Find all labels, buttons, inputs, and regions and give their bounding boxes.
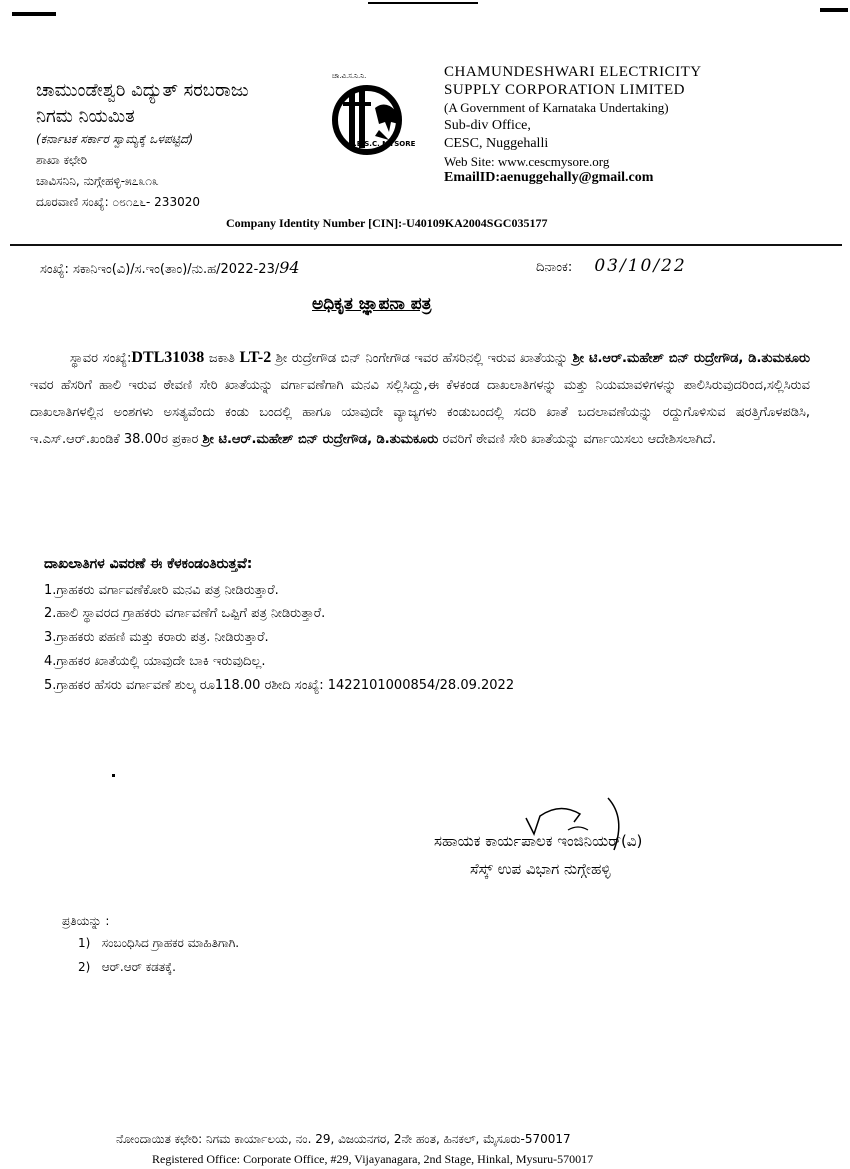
scan-speck [112,774,115,777]
en-org-name-line1: CHAMUNDESHWARI ELECTRICITY [444,64,702,80]
en-office: Sub-div Office, [444,118,531,133]
footer-registered-office-en: Registered Office: Corporate Office, #29, Vijayanagara, 2nd Stage, Hinkal, Mysuru-570017 [152,1152,594,1166]
kn-address: ಚಾವಿಸನಿನಿ, ನುಗ್ಗೇಹಳ್ಳಿ-೫೭೩೧೩ [36,174,159,188]
kn-org-name-line2: ನಿಗಮ ನಿಯಮಿತ [36,106,135,127]
installation-number: DTL31038 [131,349,205,366]
order-paragraph [30,344,810,453]
reference-text: ಸಂಖ್ಯೆ: ಸಕಾನಿಇಂ(ವಿ)/ಸ.ಇಂ(ತಾಂ)/ನು.ಹ/2022-23/ [40,262,280,277]
reference-handwritten: 94 [279,258,300,277]
new-consumer-name-repeat: ಶ್ರೀ ಟಿ.ಆರ್.ಮಹೇಶ್ ಬಿನ್ ರುದ್ರೇಗೌಡ, ಡಿ.ತುಮಕೂರು [202,432,439,447]
copy-to-item-2: 2) ಆರ್.ಆರ್ ಕಡತಕ್ಕೆ. [78,960,176,974]
tariff-code: LT-2 [239,349,272,366]
kn-govt-note: (ಕರ್ನಾಟಕ ಸರ್ಕಾರ ಸ್ವಾಮ್ಯಕ್ಕೆ ಒಳಪಟ್ಟಿದೆ) [36,132,194,146]
en-email: EmailID:aenuggehally@gmail.com [444,170,654,185]
para-text-b: ಶ್ರೀ ರುದ್ರೇಗೌಡ ಬಿನ್ ನಿಂಗೇಗೌಡ ಇವರ ಹೆಸರಿನಲ್ಲಿ ಇರುವ ಖಾತೆಯನ್ನು [271,351,573,366]
para-text-c: ಇವರ ಹೆಸರಿಗೆ ಹಾಲಿ ಇರುವ ಠೇವಣಿ ಸೇರಿ ಖಾತೆಯನ್ನು ವರ್ಗಾವಣೆಗಾಗಿ ಮನವಿ ಸಲ್ಲಿಸಿದ್ದು,ಈ ಕೆಳಕಂಡ ದಾಖಲಾತಿಗಳನ್ನು ಮತ್ತು ನಿಯಮಾವಳಿಗಳನ್ನು ಪಾಲಿಸಿರುವುದರಿಂದ,ಸಲ್ಲಿಸಿರುವ ದಾಖಲಾತಿಗಳಲ್ಲಿನ ಅಂಶಗಳು ಅಸತ್ಯವೆಂದು ಕಂಡು ಬಂದಲ್ಲಿ ಹಾಗೂ ಯಾವುದೇ ವ್ಯಾಜ್ಯಗಳು ಕಂಡುಬಂದಲ್ಲಿ ಸದರಿ ಖಾತೆ ಬದಲಾವಣೆಯನ್ನು ರದ್ದುಗೊಳಿಸುವ ಷರತ್ತಿಗೊಳಪಡಿಸಿ, ಇ.ಎಸ್.ಆರ್.ಖಂಡಿಕೆ 38.00ರ ಪ್ರಕಾರ [30,378,810,447]
document-item-3: 3.ಗ್ರಾಹಕರು ಪಹಣಿ ಮತ್ತು ಕರಾರು ಪತ್ರ. ನೀಡಿರುತ್ತಾರೆ. [44,630,269,645]
copy-to-item-1: 1) ಸಂಬಂಧಿಸಿದ ಗ್ರಾಹಕರ ಮಾಹಿತಿಗಾಗಿ. [78,936,240,950]
scan-mark-right [820,8,848,12]
new-consumer-name: ಶ್ರೀ ಟಿ.ಆರ್.ಮಹೇಶ್ ಬಿನ್ ರುದ್ರೇಗೌಡ, ಡಿ.ತುಮಕೂರು [572,351,810,366]
en-website: Web Site: www.cescmysore.org [444,154,610,169]
kn-phone: ದೂರವಾಣಿ ಸಂಖ್ಯೆ: ೦೮೧೭೬- 233020 [36,195,200,209]
logo-bottom-text: C.E.S.C. MYSORE [349,140,416,148]
footer-registered-office-kn: ನೋಂದಾಯಿತ ಕಛೇರಿ: ನಿಗಮ ಕಾರ್ಯಾಲಯ, ನಂ. 29, ವಿಜಯನಗರ, 2ನೇ ಹಂತ, ಹಿನಕಲ್, ಮೈಸೂರು-570017 [116,1132,571,1146]
signatory-designation: ಸಹಾಯಕ ಕಾರ್ಯಪಾಲಕ ಇಂಜಿನಿಯರ್(ವಿ) [434,832,643,850]
para-text-a: ಜಕಾತಿ [204,351,240,366]
date-label: ದಿನಾಂಕ: [536,260,573,275]
copy-to-heading: ಪ್ರತಿಯನ್ನು : [62,914,110,928]
kn-office: ಶಾಖಾ ಕಛೇರಿ [36,153,88,167]
scan-mark-center [368,2,478,4]
document-item-5: 5.ಗ್ರಾಹಕರ ಹೆಸರು ವರ್ಗಾವಣೆ ಶುಲ್ಕ ರೂ118.00 ರಶೀದಿ ಸಂಖ್ಯೆ: 1422101000854/28.09.2022 [44,678,515,693]
en-govt-note: (A Government of Karnataka Undertaking) [444,100,669,115]
header-divider [10,244,842,246]
date-field [536,256,687,276]
document-item-2: 2.ಹಾಲಿ ಸ್ಥಾವರದ ಗ್ರಾಹಕರು ವರ್ಗಾವಣೆಗೆ ಒಪ್ಪಿಗೆ ಪತ್ರ ನೀಡಿರುತ್ತಾರೆ. [44,606,326,621]
documents-heading: ದಾಖಲಾತಿಗಳ ವಿವರಣೆ ಈ ಕೆಳಕಂಡಂತಿರುತ್ತವೆ: [44,556,253,572]
document-title: ಅಧಿಕೃತ ಜ್ಞಾಪನಾ ಪತ್ರ [312,294,432,314]
date-handwritten: 03/10/22 [594,256,687,276]
scan-mark-left [12,12,56,16]
para-text-d: ರವರಿಗೆ ಠೇವಣಿ ಸೇರಿ ಖಾತೆಯನ್ನು ವರ್ಗಾಯಿಸಲು ಆದೇಶಿಸಲಾಗಿದೆ. [438,432,717,447]
en-cesc-office: CESC, Nuggehalli [444,136,549,151]
reference-number [40,258,300,277]
signatory-office: ಸೆಸ್ಕ್ ಉಪ ವಿಭಾಗ ನುಗ್ಗೇಹಳ್ಳಿ [470,860,611,878]
para-lead: ಸ್ಥಾವರ ಸಂಖ್ಯೆ: [70,351,132,366]
document-item-4: 4.ಗ್ರಾಹಕರ ಖಾತೆಯಲ್ಲಿ ಯಾವುದೇ ಬಾಕಿ ಇರುವುದಿಲ್ಲ. [44,654,266,669]
document-item-1: 1.ಗ್ರಾಹಕರು ವರ್ಗಾವಣೆಕೋರಿ ಮನವಿ ಪತ್ರ ನೀಡಿರುತ್ತಾರೆ. [44,583,279,598]
cin-number: Company Identity Number [CIN]:-U40109KA2004SGC035177 [226,216,548,230]
kn-org-name-line1: ಚಾಮುಂಡೇಶ್ವರಿ ವಿದ್ಯುತ್ ಸರಬರಾಜು [36,80,249,101]
logo-top-text: ಚಾ.ವಿ.ಸ.ನಿ.ನಿ. [332,72,367,80]
en-org-name-line2: SUPPLY CORPORATION LIMITED [444,82,685,98]
